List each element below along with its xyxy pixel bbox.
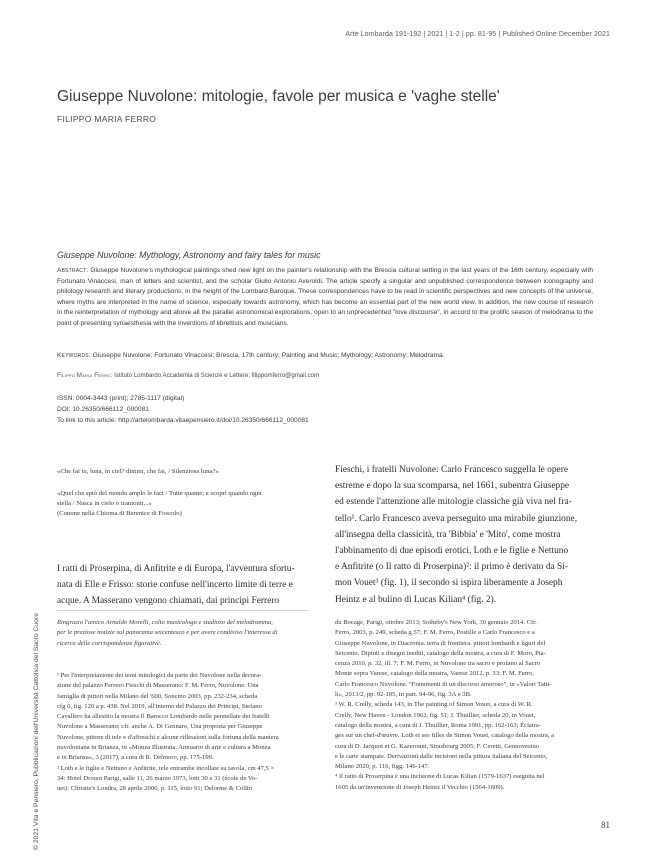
footnote-line: cenza 2010, p. 32, ill. 7; F. M. Ferro, in Nuvolone tra sacro e profano al Sacro	[335, 660, 541, 668]
body-text-right	[335, 462, 593, 608]
body-line: estreme e dopo la sua scomparsa, nel 1661, subentra Giuseppe	[335, 481, 570, 492]
abstract	[57, 266, 593, 330]
abstract-label: Abstract:	[57, 267, 89, 274]
footnote-line: Seicento. Dipinti e disegni inediti, catalogo della mostra, a cura di F. Moro, Pia-	[335, 649, 546, 657]
article-link[interactable]: To link to this article: http://artelombarda.vitaepensiero.it/doi/10.26350/666112_000081	[57, 417, 309, 424]
footnote-line: Monte sopra Varese, catalogo della mostra, Varese 2012, p. 33; F. M. Ferro,	[335, 670, 535, 678]
doi: DOI: 10.26350/666112_000081	[57, 406, 149, 413]
footnote-line: catalogo della mostra, a cura di J. Thuillier, Roma 1991, pp. 162-163; Éclaira-	[335, 721, 541, 729]
footnote-line: li», 2013/2, pp. 92-105, in part. 94-96, fig. 3A e 3B.	[335, 691, 472, 699]
footnote-line: Nuvolone, pittore di tele e d'affreschi e alcune riflessioni sulla fortuna della maniera	[57, 733, 279, 741]
english-title: Giuseppe Nuvolone: Mythology, Astronomy and fairy tales for music	[57, 250, 321, 260]
abstract-text: Giuseppe Nuvolone's mythological paintings shed new light on the painter's relationship with the Brescia cultural setting in the last years of the 16th century, especially with Fortunato Vinaccesi, man of letters and scientist, and the scholar Giulio Antonio Averoldi. The article specify a singular and unpublished correspondence between iconography and philology research and literary productions, in the height of the Lombard Baroque. These correspondences have to be read in scientific perspectives and new concepts of the universe, where myths are interpreted in the name of science, especially towards astronomy, which has become an essential part of the new world view. In addition, the new course of research in the reinterpretation of mythology and above all the parallel astronomical explorations, open to an unprecedented "love discourse", in accord to the prolific season of melodrama to the point of presenting synaesthesia with the inventions of librettists and musicians.	[57, 267, 593, 327]
body-line: nata di Elle e Frisso: storie confuse nell'incerto limite di terre e	[57, 580, 293, 591]
footnote-line: famiglia di pittori nella Milano del '600, Soncino 2003, pp. 232-234, scheda	[57, 692, 258, 700]
body-line: l'abbinamento di due episodi erotici, Loth e le figlie e Nettuno	[335, 546, 569, 557]
affiliation	[57, 372, 319, 379]
keywords	[57, 352, 593, 359]
identifiers	[57, 393, 309, 426]
article-title: Giuseppe Nuvolone: mitologie, favole per musica e 'vaghe stelle'	[57, 88, 500, 105]
body-line: tello¹. Carlo Francesco aveva perseguito una mirabile giunzione,	[335, 513, 578, 524]
ack-line: per le preziose notizie sul panorama seicentesco e per avere condiviso l'interesse di	[57, 629, 278, 637]
body-line: Heintz e al bulino di Lucas Kilian⁴ (fig. 2).	[335, 594, 497, 605]
issn: ISSN: 0004-3443 (print); 2785-1117 (digital)	[57, 395, 185, 402]
footnote-line: ² Loth e le figlie e Nettuno e Anfitrite, tele entrambe incollate su tavola, cm 47,5 ×	[57, 764, 275, 772]
keywords-label: Keywords:	[57, 352, 91, 359]
footnote-line: Giuseppe Nuvolone, in Diacronia. terra di frontiera. pittori lombardi e liguri del	[335, 639, 546, 647]
footnotes-left	[57, 671, 309, 795]
footnote-line: 1605 da un'invenzione di Joseph Heintz il Vecchio (1564-1609).	[335, 783, 505, 791]
footnote-line: Nuvolone a Masserano; cfr. anche A. Di Gennaro, Una proposta per Giuseppe	[57, 723, 263, 731]
footnote-line: cura di D. Jacquot et G. Kazerouni, Strasbourg 2005; F. Ceretti, Gennovesino	[335, 742, 540, 750]
acknowledgement	[57, 618, 309, 649]
copyright-vertical: © 2021 Vita e Pensiero, Pubblicazioni dell'Università Cattolica del Sacro Cuore	[33, 612, 40, 850]
footnote-line: cfg 6, fig. 120 a p. 438. Nel 2019, all'interno del Palazzo dei Principi, Stefano	[57, 702, 262, 710]
footnote-line: ⁴ Il ratto di Proserpina è una incisione di Lucas Kilian (1579-1637) eseguita nel	[335, 773, 545, 781]
footnote-line: ³ W. R. Crelly, scheda 143, in The painting of Simon Vouet, a cura di W. R.	[335, 701, 533, 709]
footnotes-right	[335, 618, 593, 793]
ack-line: ricerca delle corrispondenze figurative.	[57, 639, 162, 647]
author-name: FILIPPO MARIA FERRO	[57, 114, 157, 124]
epigraph-1: «Che fai tu, luna, in ciel? dimmi, che fai, / Silenziosa luna?»	[57, 468, 219, 475]
body-text-left	[57, 561, 309, 610]
footnote-line: Milano 2020, p. 116, figg. 146-147.	[335, 763, 430, 771]
body-line: I ratti di Proserpina, di Anfitrite e di Europa, l'avventura sfortu-	[57, 564, 295, 574]
epigraph-line: «Quel che spiò del mondo amplo le faci / Tutte quante; e scoprì quando ogni	[57, 490, 262, 497]
footnote-line: ges sur un chef-d'œuvre. Loth et ses filles de Simon Vouet, catalogo della mostra, a	[335, 732, 555, 740]
epigraph-2	[57, 489, 307, 520]
footnote-line: Cavallero ha allestito la mostra Il Barocco Lombardo nelle pennellate dei fratelli	[57, 713, 270, 721]
footnote-divider	[57, 610, 309, 611]
body-line: mon Vouet³ (fig. 1), il secondo si ispira liberamente a Joseph	[335, 578, 563, 589]
footnote-line: e in Brianza», 3 (2017), a cura di R. Delmoro, pp. 175-199.	[57, 754, 214, 762]
page-number: 81	[601, 820, 610, 830]
footnote-line: e le carte stampate. Derivazioni dalle incisioni nella pittura italiana del Seicento,	[335, 752, 548, 760]
footnote-line: ¹ Per l'interpretazione dei temi mitologici da parte dei Nuvolone nella decora-	[57, 672, 262, 679]
affiliation-label: Filippo Maria Ferro:	[57, 372, 113, 379]
epigraph-line: stella / Nasca in cielo o tramonti...»	[57, 500, 152, 508]
body-line: e Anfitrite (o Il ratto di Proserpina)²: il primo è derivato da Si-	[335, 562, 568, 573]
footnote-line: uet): Christie's Londra, 28 aprile 2006, p. 115, lotto 91; Delorme & Collin	[57, 785, 253, 793]
footnote-line: Crelly, New Haven - London 1962, fig. 51; J. Thuillier, scheda 20, in Vouet,	[335, 711, 536, 719]
running-header: Arte Lombarda 191-192 | 2021 | 1-2 | pp. 81-95 | Published Online December 2021	[345, 31, 610, 38]
affiliation-text: Istituto Lombardo Accademia di Scienze e Lettere; filippomferro@gmail.com	[114, 372, 320, 379]
epigraph-line: (Conone nella Chioma di Berenice di Foscolo)	[57, 510, 182, 518]
body-line: acque. A Masserano vengono chiamati, dai principi Ferrero	[57, 596, 280, 607]
footnote-line: zione del palazzo Ferrero Fieschi di Masserano: F. M. Ferro, Nuvolone. Una	[57, 682, 259, 690]
footnote-line: Carlo Francesco Nuvolone. "Frammenti di un discorso amoroso", in «Valori Tatti-	[335, 680, 552, 688]
keywords-text: Giuseppe Nuvolone; Fortunato Vinaccesi; Brescia, 17th century; Painting and Music; Mythology; Astronomy; Melodrama.	[92, 352, 445, 359]
ack-line: Ringrazio l'amico Arnaldo Morelli, colto musicologo e studioso del melodramma,	[57, 619, 273, 626]
body-line: Fieschi, i fratelli Nuvolone: Carlo Francesco suggella le opere	[335, 465, 569, 475]
body-line: all'insegna della classicità, tra 'Bibbia' e 'Mito', come mostra	[335, 529, 561, 540]
footnote-line: Ferro, 2003, p. 249, scheda g 57; F. M. Ferro, Postille a Carlo Francesco e a	[335, 629, 535, 637]
footnote-line: nuvoloniana in Brianza, in «Monza Illustrata. Annuario di arte e cultura a Monza	[57, 744, 271, 752]
footnote-line: 34: Hotel Drouot Parigi, salle 11, 26 marzo 1973, lotti 30 e 31 (école de Vo-	[57, 774, 258, 782]
body-line: ed estende l'attenzione alle mitologie classiche già viva nel fra-	[335, 497, 572, 508]
footnote-line: du Bocage, Parigi, ottobre 2013; Sotheby's New York, 30 gennaio 2014. Cfr.	[335, 619, 537, 626]
